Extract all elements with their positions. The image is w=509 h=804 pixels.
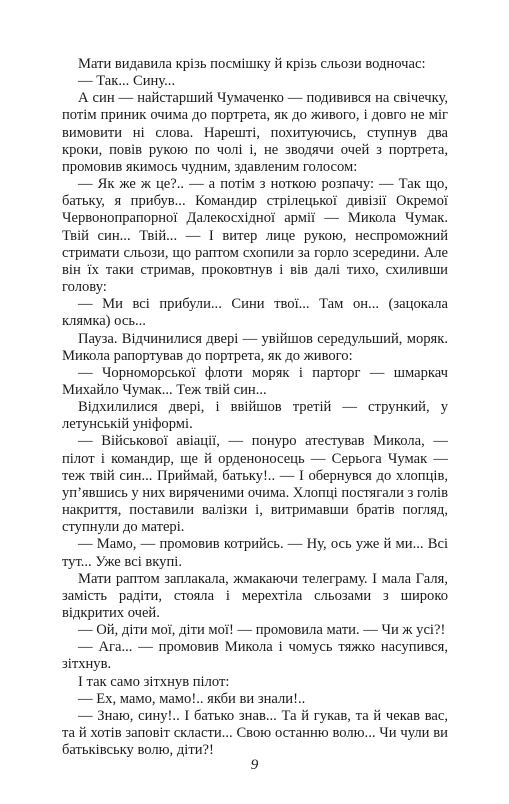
paragraph: Пауза. Відчинилися двері — увійшов середульший, моряк. Микола рапортував до портрета, як до живого: — [62, 330, 448, 364]
paragraph: Відхилилися двері, і ввійшов третій — стрункий, у летунській уніформі. — [62, 399, 448, 433]
paragraph: І так само зітхнув пілот: — [78, 673, 230, 690]
paragraph: Мати видавила крізь посмішку й крізь сльози водночас: — [78, 56, 426, 72]
paragraph: А син — найстарший Чумаченко — подивився на свічечку, потім приник очима до портрета, як до живого, і довго не міг вимовити ні слова. Нарешті, похитуючись, ступнув два кроки, повів рукою по чолі і, не зводячи очей з портрета, промовив якимось чудним, здавленим голосом: — [62, 90, 448, 175]
page-number: 9 — [250, 757, 259, 773]
paragraph: — Ой, діти мої, діти мої! — промовила мати. — Чи ж усі?! — [78, 622, 446, 639]
paragraph: — Мамо, — промовив котрийсь. — Ну, ось уже й ми... Всі тут... Уже всі вкупі. — [62, 536, 448, 570]
paragraph: — Як же ж це?.. — а потім з ноткою розпачу: — Так що, батьку, я прибув... Командир стрілецької дивізії Окремої Червонопрапорної Далекосхідної армії — Микола Чумак. Твій син... Твій... — І витер лице рукою, неспроможний стримати сльози, що раптом схопили за горло зсередини. Але він їх таки стримав, проковтнув і вів далі тихо, схиливши голову: — [62, 176, 448, 296]
paragraph: — Знаю, сину!.. І батько знав... Та й гукав, та й чекав вас, та й хотів заповіт скласти... Свою останню волю... Чи чули ви батьківську волю, діти?! — [62, 707, 448, 759]
body-text — [62, 56, 448, 759]
paragraph: — Військової авіації, — понуро атестував Микола, — пілот і командир, ще й орденоносець — Серьога Чумак — теж твій син... Приймай, батьку!.. — І обернувся до хлопців, уп’явшись у них виряченими очима. Хлопці постягали з голів накриття, поставили валізки і, витримавши братів погляд, ступнули до матері. — [62, 433, 448, 536]
paragraph: — Чорноморської флоти моряк і парторг — шмаркач Михайло Чумак... Теж твій син... — [62, 364, 448, 398]
paragraph: — Ага... — промовив Микола і чомусь тяжко насупився, зітхнув. — [62, 639, 448, 673]
paragraph: — Ми всі прибули... Сини твої... Там он... (зацокала клямка) ось... — [62, 296, 448, 330]
paragraph: — Ех, мамо, мамо!.. якби ви знали!.. — [78, 690, 306, 707]
paragraph: Мати раптом заплакала, жмакаючи телеграму. І мала Галя, замість радіти, стояла і мерехтіла сльозами з широко відкритих очей. — [62, 570, 448, 621]
paragraph: — Так... Сину... — [78, 73, 176, 90]
